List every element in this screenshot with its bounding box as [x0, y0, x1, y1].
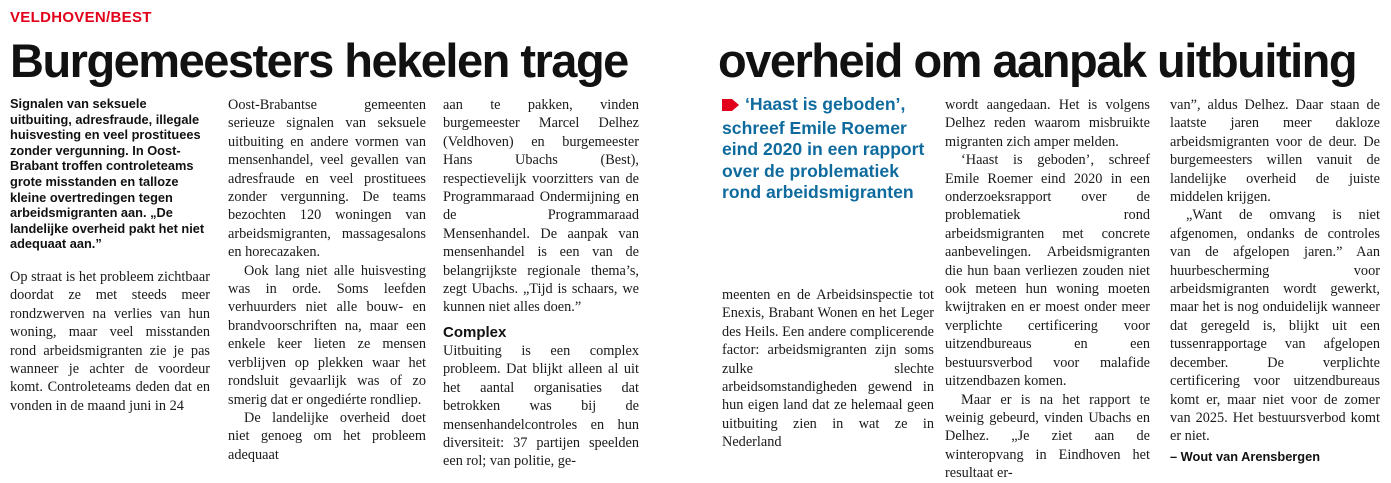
author-byline: – Wout van Arensbergen: [1170, 448, 1321, 464]
article-column-1: [10, 268, 210, 415]
lead-paragraph: Signalen van seksuele uitbuiting, adresfraude, illegale huisvesting en veel prostituees zonder vergunning. In Oost-Brabant troffen controleteams grote misstanden en talloze kleine overtredingen tegen arbeidsmigranten aan. „De landelijke overheid pakt het niet adequaat aan.”: [10, 96, 205, 252]
body-paragraph: meenten en de Arbeidsinspectie tot Enexis, Brabant Wonen en het Leger des Heils. Een andere complicerende factor: arbeidsmigranten zijn soms zulke slechte arbeidsomstandigheden gewend in hun eigen land dat ze helemaal geen uitbuiting zien in wat ze in Nederland: [722, 287, 934, 451]
article-column-2: [228, 96, 426, 464]
body-paragraph: Oost-Brabantse gemeenten serieuze signalen van seksuele uitbuiting en andere vormen van mensenhandel, veel gevallen van adresfraude en veel prostituees zonder vergunning. De teams bezochten 120 woningen van arbeidsmigranten, massagesalons en horecazaken.: [228, 97, 426, 261]
article-column-3: [443, 96, 639, 471]
red-arrow-icon: [722, 96, 740, 118]
body-paragraph: ‘Haast is geboden’, schreef Emile Roemer eind 2020 in een onderzoeksrapport over de problematiek rond arbeidsmigranten met concrete aanbevelingen. Arbeidsmigranten die hun baan verliezen zouden niet ook meteen hun woning moeten kwijtraken en er moest onder meer verplichte certificering voor uitzendbureaus en een bestuursverbod voor malafide uitzendbazen komen.: [945, 152, 1150, 390]
pull-quote-text: ‘Haast is geboden’, schreef Emile Roemer eind 2020 in een rapport over de problematiek rond arbeidsmigranten: [722, 94, 925, 203]
body-paragraph: Op straat is het probleem zichtbaar doordat ze met steeds meer rondzwerven na verlies van hun woning, maar veel misstanden rond arbeidsmigranten zie je pas wanneer je achter de voordeur komt. Controleteams deden dat en vonden in de maand juni in 24: [10, 269, 210, 414]
body-paragraph: Ook lang niet alle huisvesting was in orde. Soms leefden verhuurders niet alle bouw- en brandvoorschriften na, maar een enkele keer lieten ze mensen verblijven op plekken waar het rondsluit gevaarlijk was of zo smerig dat er ongediérte rondliep.: [228, 262, 426, 408]
headline-right: overheid om aanpak uitbuiting: [718, 34, 1357, 87]
body-paragraph: aan te pakken, vinden burgemeester Marcel Delhez (Veldhoven) en burgemeester Hans Ubachs (Best), respectievelijk voorzitters van de Programmaraad Ondermijning en de Programmaraad Mensenhandel. De aanpak van mensenhandel is een van de belangrijkste regionale thema’s, zegt Ubachs. „Tijd is schaars, we kunnen niet alles doen.”: [443, 97, 639, 316]
article-column-5: [945, 96, 1150, 483]
subheading: Complex: [443, 323, 507, 341]
section-kicker: VELDHOVEN/BEST: [10, 9, 152, 26]
body-paragraph: Maar er is na het rapport te weinig gebeurd, vinden Ubachs en Delhez. „Je ziet aan de winteropvang in Eindhoven het resultaat er-: [945, 391, 1150, 482]
body-paragraph: De landelijke overheid doet niet genoeg om het probleem adequaat: [228, 409, 426, 463]
headline-left: Burgemeesters hekelen trage: [10, 34, 628, 87]
lead-intro: [10, 96, 210, 252]
article-column-6: [1170, 96, 1380, 466]
pull-quote: [722, 94, 934, 204]
body-paragraph: van”, aldus Delhez. Daar staan de laatste jaren meer dakloze arbeidsmigranten voor de deur. De burgemeesters willen vanuit de landelijke overheid de juiste middelen krijgen.: [1170, 97, 1380, 206]
body-paragraph: wordt aangedaan. Het is volgens Delhez reden waarom misbruikte migranten zich amper melden.: [945, 97, 1150, 150]
body-paragraph: „Want de omvang is niet afgenomen, ondanks de controles van de afgelopen jaren.” Aan huurbescherming voor arbeidsmigranten wordt gewerkt, maar het is nog onduidelijk wanneer dat geregeld is, blijkt uit een tussenrapportage van afgelopen december. De verplichte certificering voor uitzendbureaus komt er, maar niet voor de zomer van 2025. Het bestuursverbod komt er niet.: [1170, 207, 1380, 445]
article-column-4: [722, 286, 934, 452]
body-paragraph: Uitbuiting is een complex probleem. Dat blijkt alleen al uit het aantal organisaties dat betrokken was bij de mensenhandelcontroles en hun diversiteit: 37 partijen speelden een rol; van politie, ge-: [443, 342, 639, 470]
